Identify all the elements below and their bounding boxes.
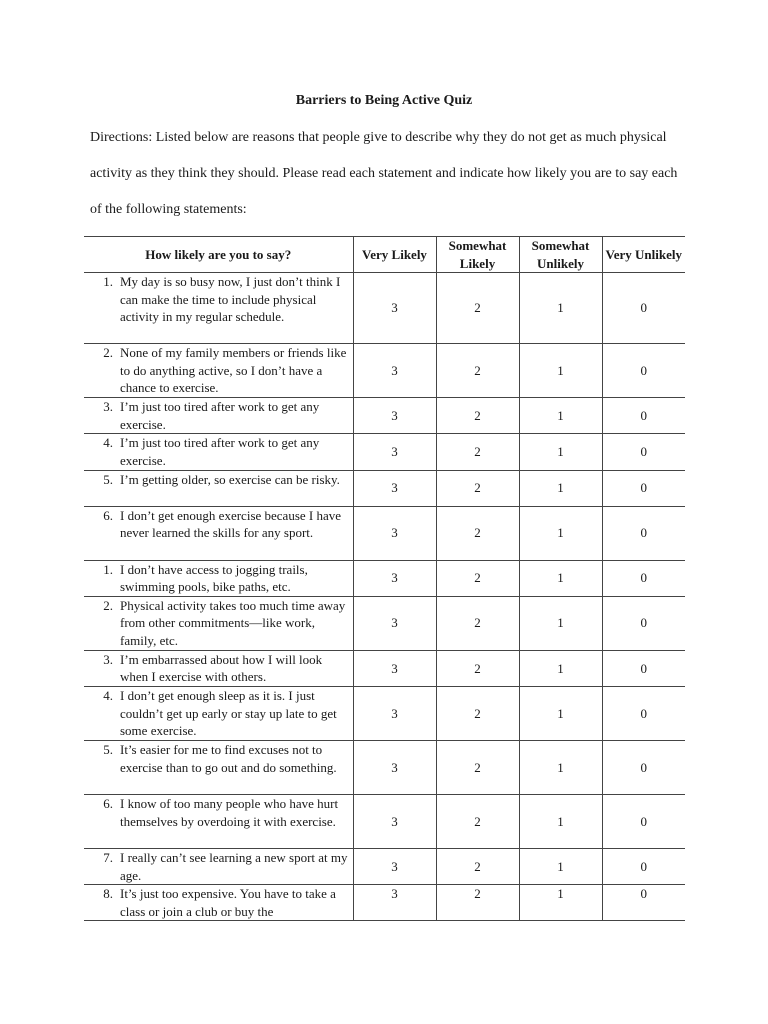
score-somewhat-likely: 2 — [436, 434, 519, 470]
score-somewhat-likely: 2 — [436, 560, 519, 596]
quiz-table — [84, 236, 685, 921]
statement-number: 5. — [103, 741, 113, 757]
statement-number: 6. — [103, 795, 113, 811]
score-very-likely: 3 — [353, 273, 436, 344]
statement-cell — [84, 650, 353, 686]
statement-cell — [84, 434, 353, 470]
table-row — [84, 560, 685, 596]
statement-cell — [84, 740, 353, 794]
statement-text: It’s just too expensive. You have to take a class or join a club or buy the — [120, 886, 336, 919]
score-very-likely: 3 — [353, 470, 436, 506]
score-somewhat-unlikely: 1 — [519, 686, 602, 740]
score-very-unlikely: 0 — [602, 596, 685, 650]
statement-text: None of my family members or friends like to do anything active, so I don’t have a chance to exercise. — [120, 345, 347, 396]
table-header-row — [84, 237, 685, 273]
statement-cell — [84, 794, 353, 848]
table-row — [84, 848, 685, 884]
score-very-likely: 3 — [353, 434, 436, 470]
header-very-likely: Very Likely — [353, 237, 436, 273]
statement-number: 2. — [103, 345, 113, 361]
header-very-unlikely: Very Unlikely — [602, 237, 685, 273]
statement-number: 8. — [103, 886, 113, 902]
score-very-unlikely: 0 — [602, 740, 685, 794]
statement-text: I don’t have access to jogging trails, swimming pools, bike paths, etc. — [120, 561, 308, 595]
statement-cell — [84, 848, 353, 884]
score-somewhat-likely: 2 — [436, 650, 519, 686]
table-row — [84, 596, 685, 650]
statement-number: 3. — [103, 399, 113, 415]
directions-text: Directions: Listed below are reasons that people give to describe why they do not get as much physical activity as they think they should. Please read each statement and indicate how likely you are to say each of the following statements: — [90, 130, 678, 217]
header-somewhat-unlikely: Somewhat Unlikely — [519, 237, 602, 273]
table-row — [84, 686, 685, 740]
score-somewhat-unlikely: 1 — [519, 470, 602, 506]
table-row — [84, 740, 685, 794]
score-very-unlikely: 0 — [602, 885, 685, 921]
score-very-unlikely: 0 — [602, 650, 685, 686]
statement-number: 4. — [103, 687, 113, 703]
statement-number: 4. — [103, 435, 113, 451]
score-somewhat-unlikely: 1 — [519, 794, 602, 848]
score-very-likely: 3 — [353, 506, 436, 560]
statement-number: 1. — [103, 561, 113, 577]
table-row — [84, 470, 685, 506]
score-very-unlikely: 0 — [602, 560, 685, 596]
score-somewhat-likely: 2 — [436, 398, 519, 434]
statement-text: I’m getting older, so exercise can be risky. — [120, 471, 340, 487]
score-somewhat-unlikely: 1 — [519, 273, 602, 344]
score-very-likely: 3 — [353, 885, 436, 921]
statement-cell — [84, 470, 353, 506]
statement-cell — [84, 596, 353, 650]
statement-text: I don’t get enough exercise because I have never learned the skills for any sport. — [120, 507, 342, 541]
score-very-unlikely: 0 — [602, 470, 685, 506]
score-very-likely: 3 — [353, 650, 436, 686]
score-somewhat-unlikely: 1 — [519, 596, 602, 650]
score-very-unlikely: 0 — [602, 273, 685, 344]
score-somewhat-likely: 2 — [436, 596, 519, 650]
score-very-likely: 3 — [353, 596, 436, 650]
statement-number: 2. — [103, 597, 113, 613]
score-very-likely: 3 — [353, 398, 436, 434]
score-somewhat-unlikely: 1 — [519, 650, 602, 686]
statement-cell — [84, 398, 353, 434]
score-somewhat-unlikely: 1 — [519, 885, 602, 921]
score-very-likely: 3 — [353, 560, 436, 596]
statement-text: I’m embarrassed about how I will look when I exercise with others. — [120, 651, 323, 685]
quiz-title: Barriers to Being Active Quiz — [295, 93, 473, 108]
score-somewhat-likely: 2 — [436, 273, 519, 344]
statement-number: 3. — [103, 651, 113, 667]
score-somewhat-unlikely: 1 — [519, 506, 602, 560]
statement-cell — [84, 686, 353, 740]
table-row — [84, 398, 685, 434]
score-very-likely: 3 — [353, 740, 436, 794]
score-somewhat-likely: 2 — [436, 344, 519, 398]
score-somewhat-likely: 2 — [436, 885, 519, 921]
score-very-likely: 3 — [353, 848, 436, 884]
statement-cell — [84, 344, 353, 398]
statement-cell — [84, 506, 353, 560]
score-very-unlikely: 0 — [602, 686, 685, 740]
score-very-unlikely: 0 — [602, 434, 685, 470]
score-very-unlikely: 0 — [602, 794, 685, 848]
table-row — [84, 434, 685, 470]
score-somewhat-unlikely: 1 — [519, 398, 602, 434]
statement-cell — [84, 560, 353, 596]
table-row — [84, 506, 685, 560]
score-very-unlikely: 0 — [602, 848, 685, 884]
score-somewhat-unlikely: 1 — [519, 740, 602, 794]
statement-text: I’m just too tired after work to get any exercise. — [120, 435, 320, 468]
score-somewhat-unlikely: 1 — [519, 434, 602, 470]
statement-text: I know of too many people who have hurt themselves by overdoing it with exercise. — [120, 795, 339, 829]
score-somewhat-likely: 2 — [436, 794, 519, 848]
score-very-unlikely: 0 — [602, 344, 685, 398]
table-row — [84, 650, 685, 686]
score-very-likely: 3 — [353, 794, 436, 848]
score-somewhat-likely: 2 — [436, 470, 519, 506]
score-very-unlikely: 0 — [602, 506, 685, 560]
statement-number: 7. — [103, 849, 113, 865]
score-somewhat-unlikely: 1 — [519, 848, 602, 884]
table-row — [84, 344, 685, 398]
statement-number: 6. — [103, 507, 113, 523]
header-question: How likely are you to say? — [84, 237, 353, 273]
score-very-likely: 3 — [353, 344, 436, 398]
statement-text: My day is so busy now, I just don’t think I can make the time to include physical activity in my regular schedule. — [120, 274, 341, 325]
score-somewhat-unlikely: 1 — [519, 344, 602, 398]
statement-number: 1. — [103, 274, 113, 290]
score-very-likely: 3 — [353, 686, 436, 740]
score-somewhat-likely: 2 — [436, 848, 519, 884]
score-somewhat-likely: 2 — [436, 740, 519, 794]
table-row — [84, 794, 685, 848]
statement-cell — [84, 885, 353, 921]
statement-text: I really can’t see learning a new sport at my age. — [120, 849, 348, 883]
statement-cell — [84, 273, 353, 344]
statement-text: I’m just too tired after work to get any exercise. — [120, 399, 320, 432]
score-somewhat-likely: 2 — [436, 686, 519, 740]
header-somewhat-likely: Somewhat Likely — [436, 237, 519, 273]
statement-text: I don’t get enough sleep as it is. I just couldn’t get up early or stay up late to get some exercise. — [120, 687, 337, 739]
table-row — [84, 273, 685, 344]
table-row — [84, 885, 685, 921]
statement-text: It’s easier for me to find excuses not to exercise than to go out and do something. — [120, 741, 337, 775]
score-somewhat-unlikely: 1 — [519, 560, 602, 596]
score-very-unlikely: 0 — [602, 398, 685, 434]
score-somewhat-likely: 2 — [436, 506, 519, 560]
statement-text: Physical activity takes too much time away from other commitments—like work, family, etc. — [120, 597, 346, 648]
statement-number: 5. — [103, 471, 113, 487]
